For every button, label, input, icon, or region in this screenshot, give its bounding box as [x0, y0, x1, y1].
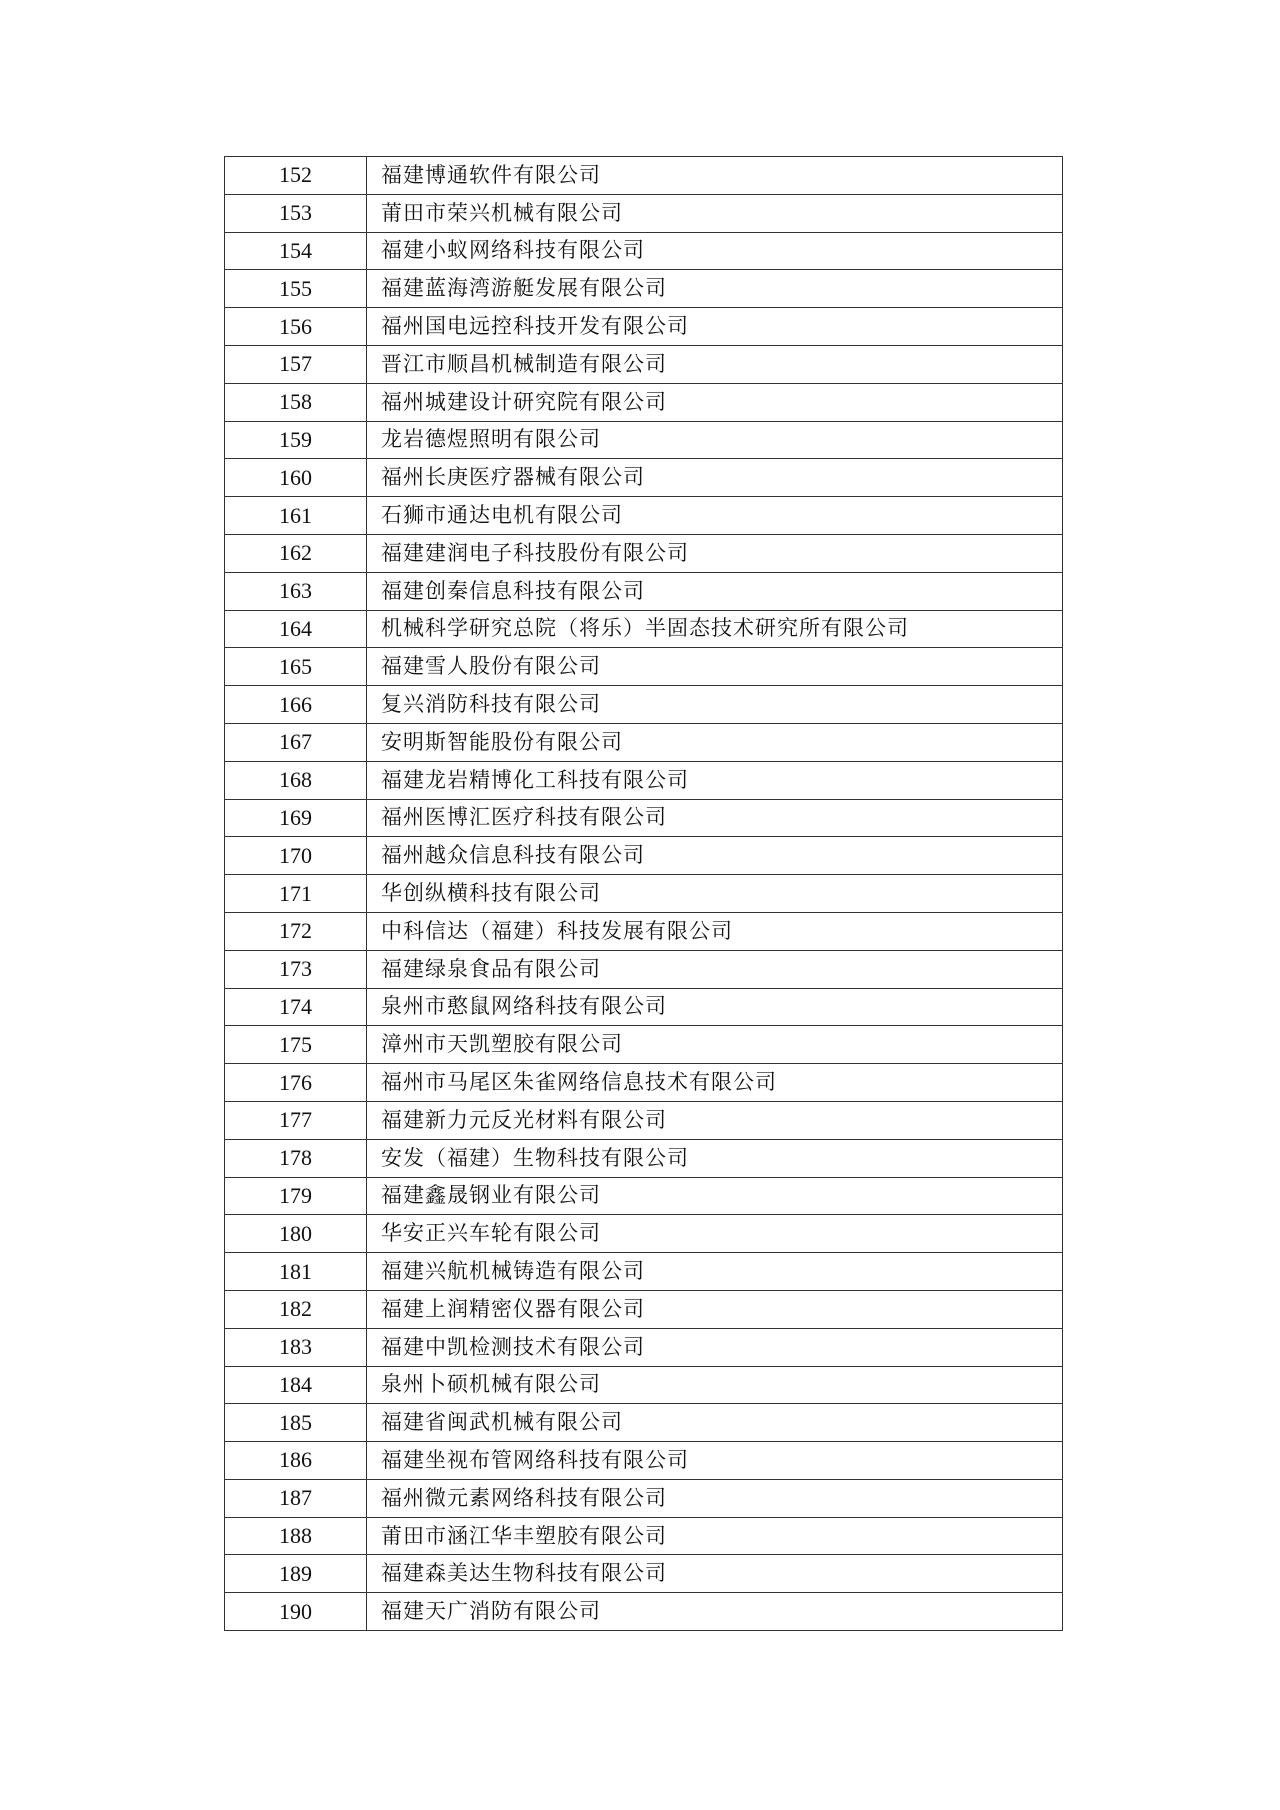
company-name: 福建建润电子科技股份有限公司: [367, 534, 1063, 572]
company-name: 莆田市荣兴机械有限公司: [367, 194, 1063, 232]
table-row: [225, 421, 1063, 459]
company-name: 福建绿泉食品有限公司: [367, 950, 1063, 988]
table-body: [225, 157, 1063, 1631]
row-number: 183: [225, 1328, 367, 1366]
row-number: 181: [225, 1253, 367, 1291]
table-row: [225, 534, 1063, 572]
company-name: 机械科学研究总院（将乐）半固态技术研究所有限公司: [367, 610, 1063, 648]
company-table: [224, 156, 1063, 1631]
table-row: [225, 648, 1063, 686]
company-name: 华安正兴车轮有限公司: [367, 1215, 1063, 1253]
row-number: 176: [225, 1064, 367, 1102]
row-number: 167: [225, 723, 367, 761]
row-number: 171: [225, 875, 367, 913]
company-name: 福建雪人股份有限公司: [367, 648, 1063, 686]
row-number: 182: [225, 1290, 367, 1328]
table-row: [225, 875, 1063, 913]
company-name: 福建天广消防有限公司: [367, 1593, 1063, 1631]
table-row: [225, 1064, 1063, 1102]
row-number: 158: [225, 383, 367, 421]
company-name: 中科信达（福建）科技发展有限公司: [367, 912, 1063, 950]
company-name: 福建龙岩精博化工科技有限公司: [367, 761, 1063, 799]
table-row: [225, 610, 1063, 648]
row-number: 184: [225, 1366, 367, 1404]
table-row: [225, 308, 1063, 346]
table-row: [225, 1253, 1063, 1291]
company-name: 龙岩德煜照明有限公司: [367, 421, 1063, 459]
company-name: 漳州市天凯塑胶有限公司: [367, 1026, 1063, 1064]
table-row: [225, 1442, 1063, 1480]
table-row: [225, 799, 1063, 837]
company-name: 安发（福建）生物科技有限公司: [367, 1139, 1063, 1177]
company-name: 泉州市憨鼠网络科技有限公司: [367, 988, 1063, 1026]
row-number: 188: [225, 1517, 367, 1555]
row-number: 165: [225, 648, 367, 686]
row-number: 164: [225, 610, 367, 648]
table-row: [225, 459, 1063, 497]
table-row: [225, 572, 1063, 610]
row-number: 186: [225, 1442, 367, 1480]
row-number: 187: [225, 1479, 367, 1517]
table-row: [225, 837, 1063, 875]
company-name: 福建兴航机械铸造有限公司: [367, 1253, 1063, 1291]
table-row: [225, 232, 1063, 270]
company-name: 福建省闽武机械有限公司: [367, 1404, 1063, 1442]
table-row: [225, 1139, 1063, 1177]
company-name: 福建森美达生物科技有限公司: [367, 1555, 1063, 1593]
table-row: [225, 1215, 1063, 1253]
company-name: 石狮市通达电机有限公司: [367, 497, 1063, 535]
row-number: 153: [225, 194, 367, 232]
company-name: 福建上润精密仪器有限公司: [367, 1290, 1063, 1328]
row-number: 152: [225, 157, 367, 195]
row-number: 161: [225, 497, 367, 535]
row-number: 154: [225, 232, 367, 270]
company-name: 福州国电远控科技开发有限公司: [367, 308, 1063, 346]
row-number: 170: [225, 837, 367, 875]
table-row: [225, 912, 1063, 950]
row-number: 177: [225, 1101, 367, 1139]
table-row: [225, 686, 1063, 724]
row-number: 159: [225, 421, 367, 459]
table-row: [225, 1366, 1063, 1404]
table-row: [225, 1479, 1063, 1517]
row-number: 172: [225, 912, 367, 950]
row-number: 168: [225, 761, 367, 799]
table-row: [225, 761, 1063, 799]
table-row: [225, 988, 1063, 1026]
row-number: 169: [225, 799, 367, 837]
company-name: 福州微元素网络科技有限公司: [367, 1479, 1063, 1517]
company-name: 福建中凯检测技术有限公司: [367, 1328, 1063, 1366]
row-number: 162: [225, 534, 367, 572]
company-name: 福建博通软件有限公司: [367, 157, 1063, 195]
company-name: 福建坐视布管网络科技有限公司: [367, 1442, 1063, 1480]
table-row: [225, 1404, 1063, 1442]
table-row: [225, 1290, 1063, 1328]
table-row: [225, 950, 1063, 988]
company-name: 福州长庚医疗器械有限公司: [367, 459, 1063, 497]
row-number: 180: [225, 1215, 367, 1253]
company-name: 福建创秦信息科技有限公司: [367, 572, 1063, 610]
table-row: [225, 1101, 1063, 1139]
company-name: 福州城建设计研究院有限公司: [367, 383, 1063, 421]
row-number: 190: [225, 1593, 367, 1631]
company-name: 安明斯智能股份有限公司: [367, 723, 1063, 761]
table-row: [225, 1026, 1063, 1064]
table-row: [225, 1593, 1063, 1631]
row-number: 163: [225, 572, 367, 610]
table-row: [225, 157, 1063, 195]
row-number: 156: [225, 308, 367, 346]
row-number: 174: [225, 988, 367, 1026]
table-row: [225, 1555, 1063, 1593]
table-row: [225, 1328, 1063, 1366]
company-name: 泉州卜硕机械有限公司: [367, 1366, 1063, 1404]
row-number: 185: [225, 1404, 367, 1442]
company-name: 福建小蚁网络科技有限公司: [367, 232, 1063, 270]
row-number: 179: [225, 1177, 367, 1215]
table-row: [225, 1517, 1063, 1555]
company-name: 福州医博汇医疗科技有限公司: [367, 799, 1063, 837]
row-number: 155: [225, 270, 367, 308]
row-number: 157: [225, 345, 367, 383]
company-name: 华创纵横科技有限公司: [367, 875, 1063, 913]
company-name: 晋江市顺昌机械制造有限公司: [367, 345, 1063, 383]
company-name: 福建鑫晟钢业有限公司: [367, 1177, 1063, 1215]
company-name: 福州越众信息科技有限公司: [367, 837, 1063, 875]
table-row: [225, 270, 1063, 308]
table-row: [225, 1177, 1063, 1215]
row-number: 160: [225, 459, 367, 497]
row-number: 166: [225, 686, 367, 724]
company-name: 福建新力元反光材料有限公司: [367, 1101, 1063, 1139]
table-row: [225, 723, 1063, 761]
table-row: [225, 194, 1063, 232]
row-number: 178: [225, 1139, 367, 1177]
row-number: 189: [225, 1555, 367, 1593]
company-name: 福建蓝海湾游艇发展有限公司: [367, 270, 1063, 308]
row-number: 175: [225, 1026, 367, 1064]
table-row: [225, 345, 1063, 383]
table-row: [225, 383, 1063, 421]
table-row: [225, 497, 1063, 535]
company-name: 福州市马尾区朱雀网络信息技术有限公司: [367, 1064, 1063, 1102]
company-name: 莆田市涵江华丰塑胶有限公司: [367, 1517, 1063, 1555]
row-number: 173: [225, 950, 367, 988]
company-name: 复兴消防科技有限公司: [367, 686, 1063, 724]
